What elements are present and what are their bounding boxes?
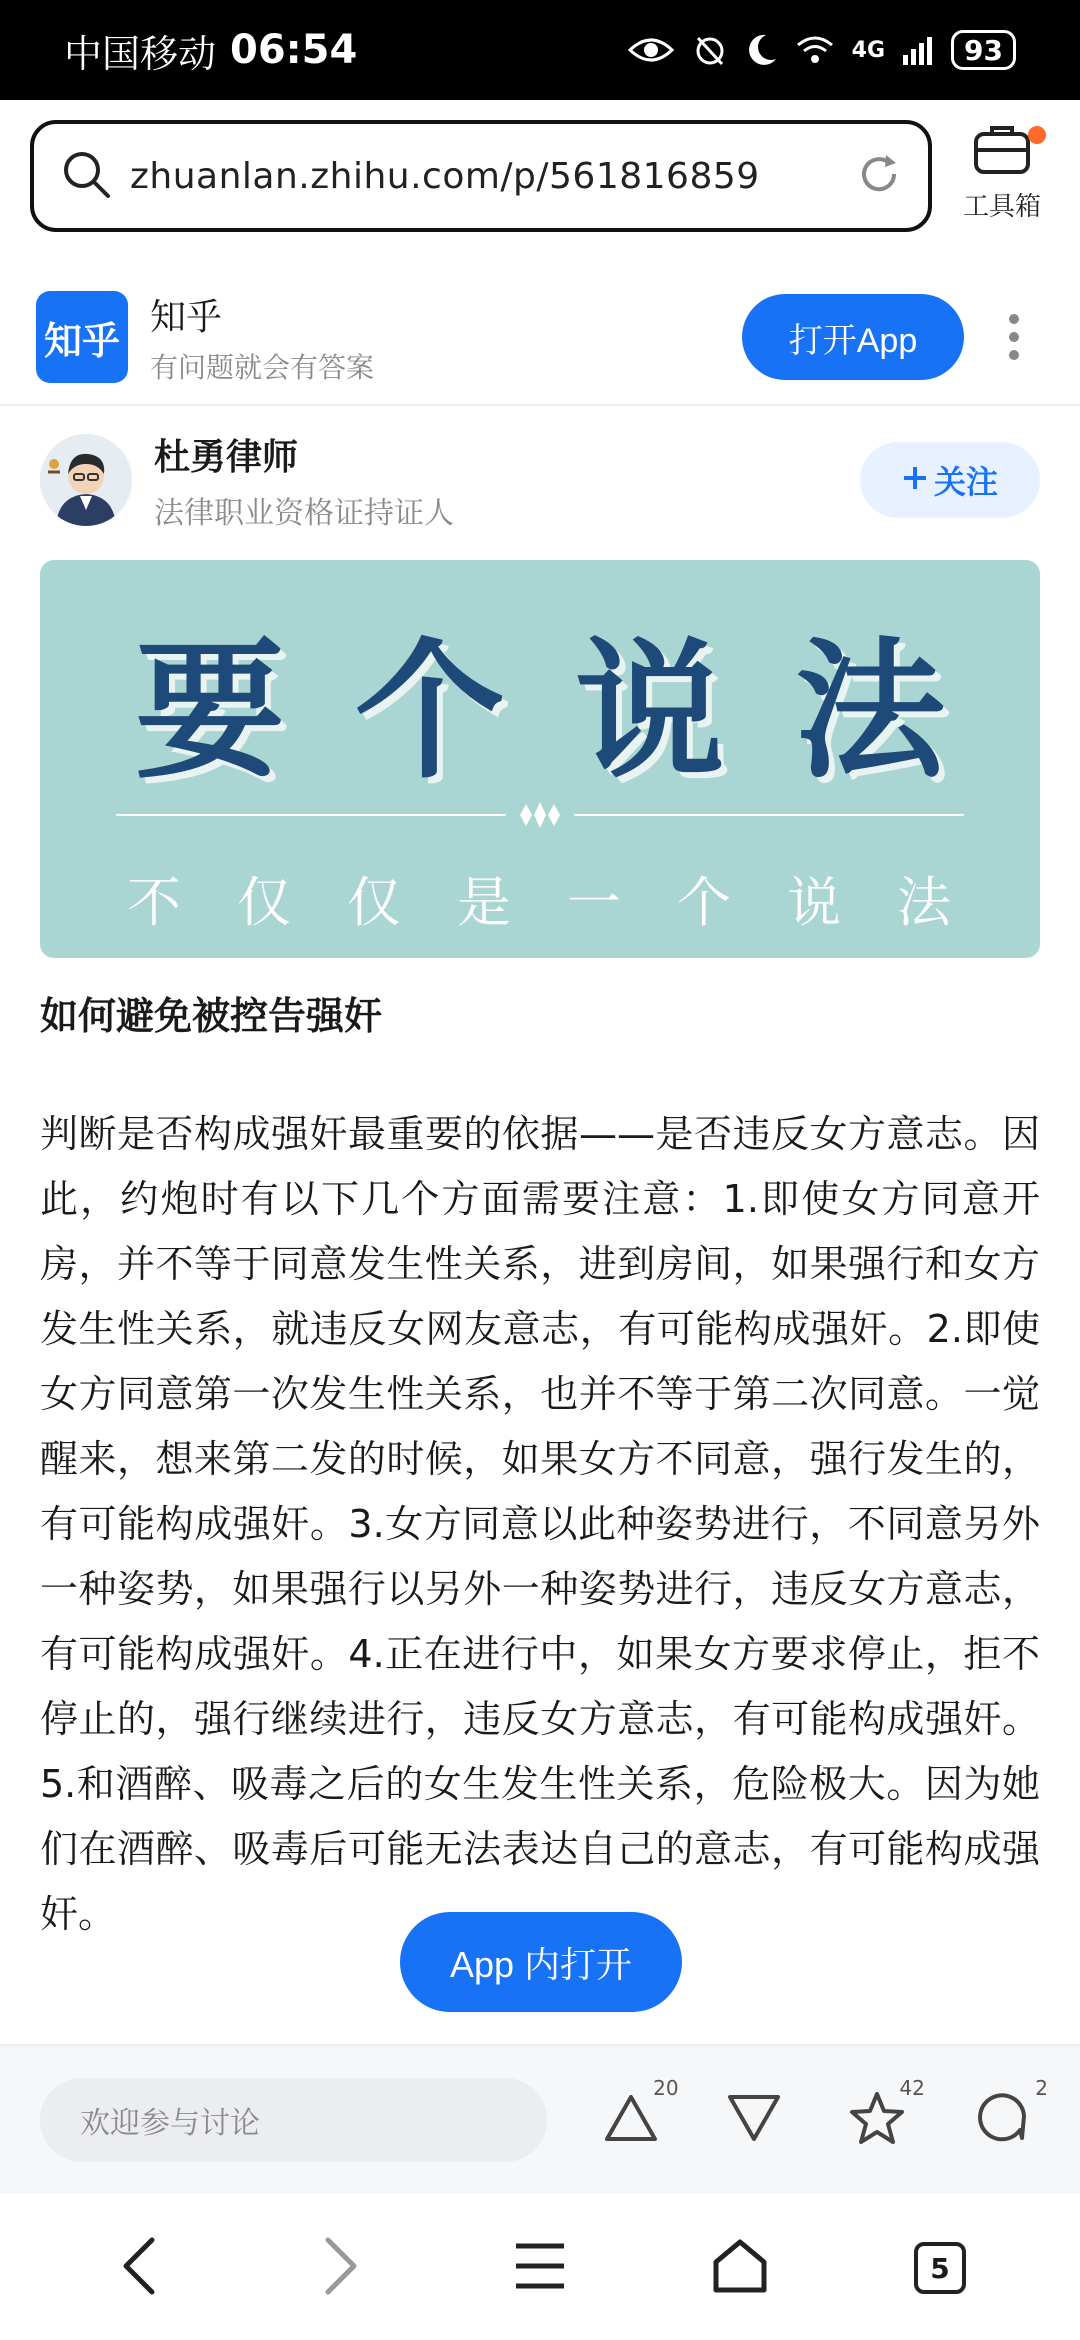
tabs-icon xyxy=(914,2242,966,2294)
chevron-right-icon xyxy=(320,2236,360,2300)
signal-icon xyxy=(903,35,933,65)
notification-dot xyxy=(1028,126,1046,144)
home-icon xyxy=(712,2238,768,2298)
cover-divider xyxy=(116,800,964,830)
eye-icon xyxy=(628,35,674,65)
upvote-icon xyxy=(603,2093,659,2147)
cover-title xyxy=(40,590,1040,806)
address-bar[interactable] xyxy=(30,120,932,232)
upvote-count: 20 xyxy=(653,2076,679,2100)
downvote-button[interactable] xyxy=(715,2080,794,2160)
comment-button[interactable] xyxy=(961,2076,1049,2160)
article-content xyxy=(40,985,1040,1947)
cover-title-char: 个 xyxy=(354,625,505,799)
upvote-button[interactable] xyxy=(591,2076,679,2160)
tab-count: 5 xyxy=(930,2251,950,2285)
search-icon xyxy=(60,148,112,204)
cover-sub-char: 仅 xyxy=(237,871,293,934)
browser-toolbar xyxy=(0,100,1080,270)
article-body: 判断是否构成强奸最重要的依据——是否违反女方意志。因此，约炮时有以下几个方面需要注意：1.即使女方同意开房，并不等于同意发生性关系，进到房间，如果强行和女方发生性关系，就违反女网友意志，有可能构成强奸。2.即使女方同意第一次发生性关系，也并不等于第二次同意。一觉醒来，想来第二发的时候，如果女方不同意，强行发生的，有可能构成强奸。3.女方同意以此种姿势进行，不同意另外一种姿势，如果强行以另外一种姿势进行，违反女方意志，有可能构成强奸。4.正在进行中，如果女方要求停止，拒不停止的，强行继续进行，违反女方意志，有可能构成强奸。5.和酒醉、吸毒之后的女生发生性关系，危险极大。因为她们在酒醉、吸毒后可能无法表达自己的意志，有可能构成强奸。 xyxy=(40,1112,1040,1936)
star-icon xyxy=(849,2090,905,2150)
more-options-icon[interactable] xyxy=(984,294,1044,380)
comment-input[interactable]: 欢迎参与讨论 xyxy=(40,2078,547,2162)
cover-sub-char: 个 xyxy=(677,871,733,934)
comment-bubble-icon xyxy=(972,2090,1028,2150)
follow-label: 关注 xyxy=(933,464,998,500)
cover-title-char: 法 xyxy=(794,625,945,799)
cover-sub-char: 是 xyxy=(457,871,513,934)
cover-sub-char: 说 xyxy=(787,871,843,934)
author-avatar[interactable] xyxy=(40,434,132,526)
plus-icon xyxy=(902,462,928,499)
url-text: zhuanlan.zhihu.com/p/561816859 xyxy=(130,155,760,197)
clock: 06:54 xyxy=(230,27,358,73)
author-name[interactable]: 杜勇律师 xyxy=(154,436,299,478)
favorite-button[interactable] xyxy=(838,2076,925,2160)
author-title: 法律职业资格证持证人 xyxy=(154,495,454,531)
reload-icon[interactable] xyxy=(856,151,902,201)
back-button[interactable] xyxy=(95,2223,185,2313)
chevron-left-icon xyxy=(120,2236,160,2300)
wifi-icon xyxy=(796,35,834,65)
toolbox-button[interactable] xyxy=(952,120,1052,240)
author-row xyxy=(0,420,1080,540)
moon-icon xyxy=(746,33,778,67)
open-app-button[interactable]: 打开App xyxy=(742,294,964,380)
app-name: 知乎 xyxy=(150,296,223,338)
cover-title-char: 说 xyxy=(574,625,725,799)
battery-indicator: 93 xyxy=(951,30,1016,70)
downvote-icon xyxy=(726,2093,782,2147)
article-cover-image xyxy=(40,560,1040,958)
network-type: 4G xyxy=(851,37,886,63)
cover-title-char: 要 xyxy=(134,625,285,799)
cover-subtitle xyxy=(40,860,1040,937)
briefcase-icon xyxy=(972,120,1032,180)
cover-sub-char: 一 xyxy=(567,871,623,934)
cover-sub-char: 不 xyxy=(127,871,183,934)
menu-button[interactable] xyxy=(495,2223,585,2313)
comment-count: 2 xyxy=(1035,2076,1049,2100)
alarm-off-icon xyxy=(692,32,728,68)
comment-bar xyxy=(0,2044,1080,2194)
favorite-count: 42 xyxy=(899,2076,925,2100)
cover-sub-char: 法 xyxy=(897,871,953,934)
follow-button[interactable] xyxy=(860,442,1040,518)
open-in-app-button[interactable]: App 内打开 xyxy=(400,1912,682,2012)
carrier-label: 中国移动 xyxy=(64,31,217,76)
browser-nav-bar xyxy=(0,2196,1080,2340)
home-button[interactable] xyxy=(695,2223,785,2313)
app-download-banner xyxy=(0,270,1080,406)
toolbox-label: 工具箱 xyxy=(962,192,1041,222)
cover-sub-char: 仅 xyxy=(347,871,403,934)
menu-icon xyxy=(514,2241,566,2295)
article-title: 如何避免被控告强奸 xyxy=(40,994,383,1038)
tabs-button[interactable] xyxy=(895,2223,985,2313)
app-slogan: 有问题就会有答案 xyxy=(150,350,375,384)
forward-button[interactable] xyxy=(295,2223,385,2313)
status-bar xyxy=(0,0,1080,100)
zhihu-logo: 知乎 xyxy=(36,291,128,383)
